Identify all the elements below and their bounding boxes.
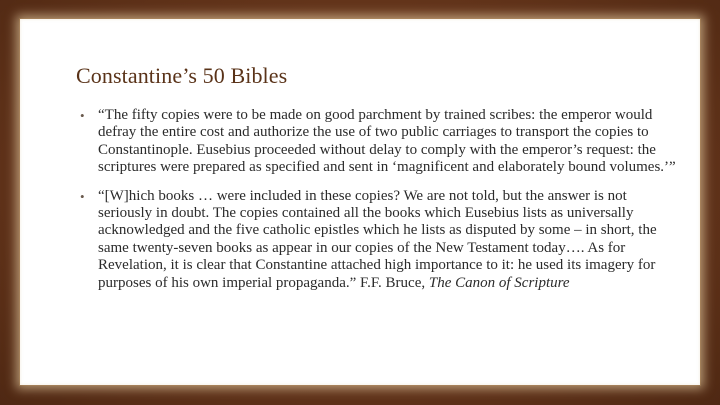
bullet-item [78,107,682,177]
citation-title: The Canon of Scripture [428,274,570,291]
bullet-item [78,188,682,292]
bullet-icon: • [80,188,85,204]
slide-title: Constantine’s 50 Bibles [76,63,288,88]
bullet-list [78,107,682,303]
bullet-text: “The fifty copies were to be made on good parchment by trained scribes: the emperor would defray the entire cost and authorize the use of two public carriages to transport the copies to Constantinople. Eusebius proceeded without delay to comply with the emperor’s request: the scriptures were prepared as specified and sent in ‘magnificent and elaborately bound volumes.’” [98,107,676,176]
bullet-text: “[W]hich books … were included in these copies? We are not told, but the answer is not seriously in doubt. The copies contained all the books which Eusebius lists as universally acknowledged and the five catholic epistles which he lists as disputed by some – in short, the same twenty-seven books as appear in our copies of the New Testament today…. As for Revelation, it is clear that Constantine attached high importance to it: he used its imagery for purposes of his own imperial propaganda.” F.F. Bruce, [98,187,657,291]
slide [20,19,700,385]
bullet-icon: • [80,108,85,123]
